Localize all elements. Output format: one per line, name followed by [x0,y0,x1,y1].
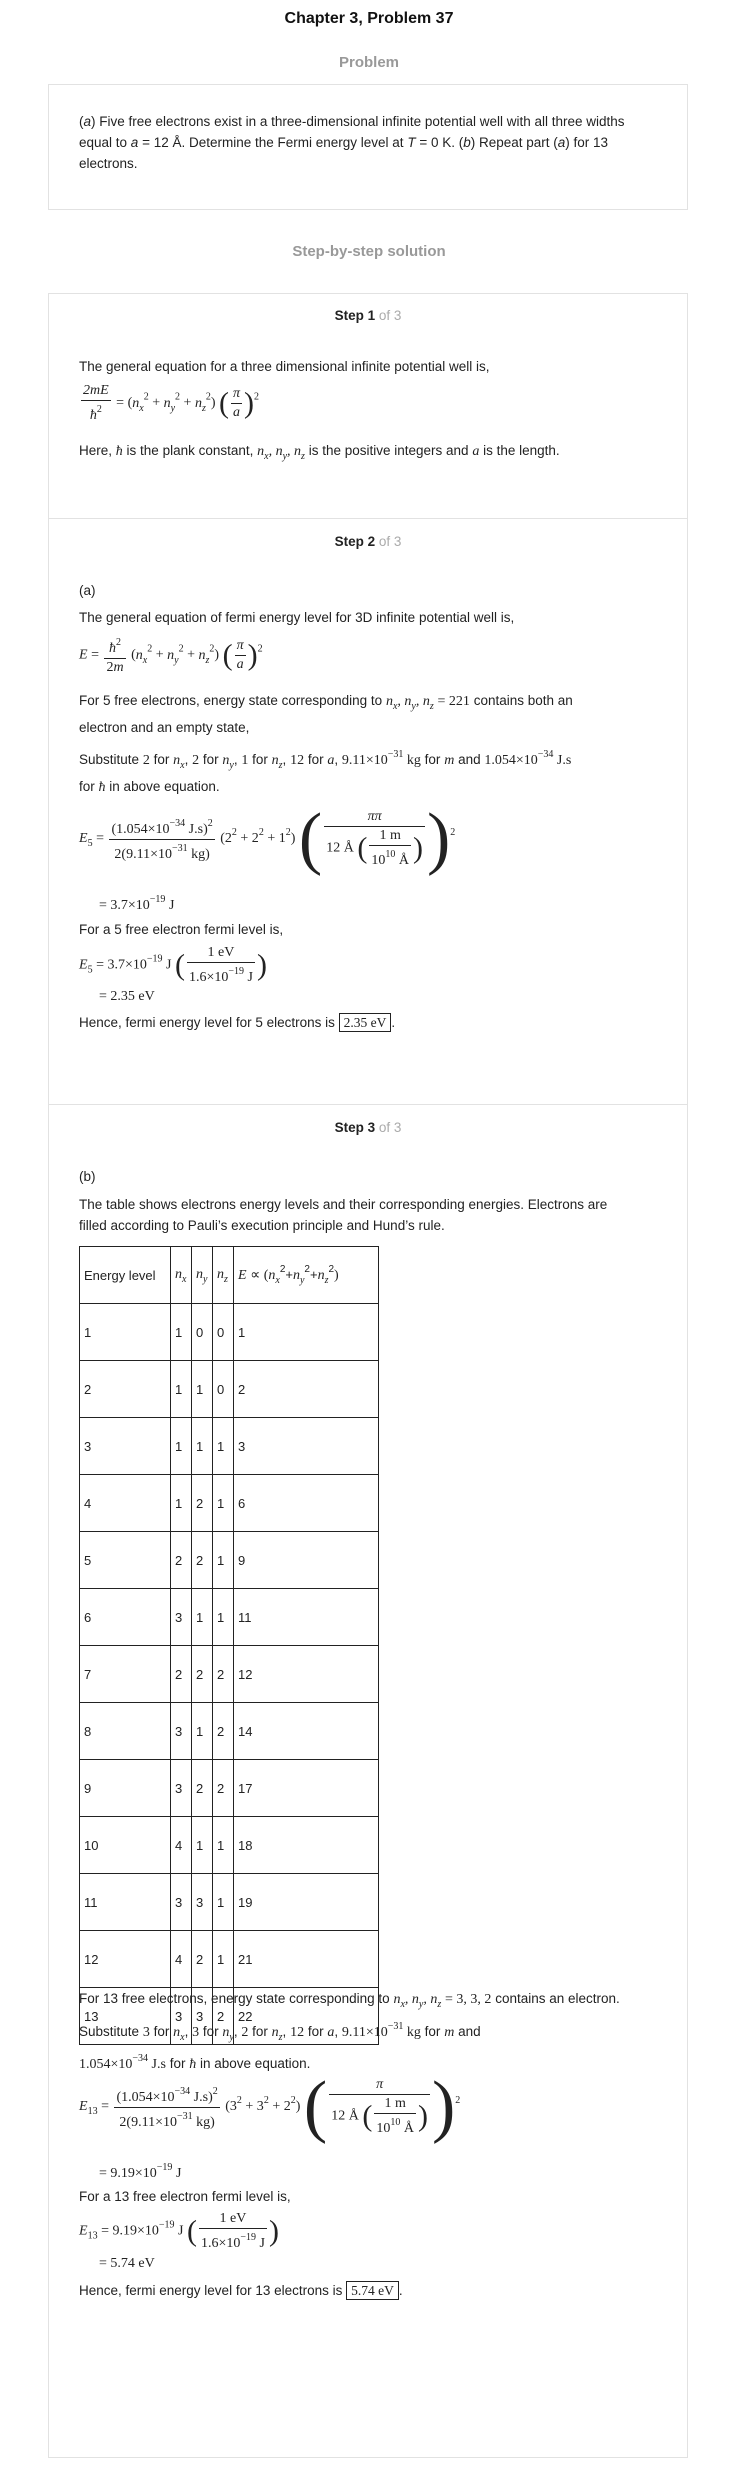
table-cell: 1 [171,1304,192,1361]
step2-substitution-equation: $E_5$ = $\frac{(1.054\times 10^{-34} J.s)^2}{2(9.11\times 10^{-31} kg)}$ $(2^2 + 2^2 + 1^2)$ ( ππ 12 Å ( $\frac{1 m}{10^{10} Å}$ ) )$^2$ [79,800,456,877]
step1-equation: $\frac{2mE}{ħ^2}$ = $(n_x^2 + n_y^2 + n_z^2)$ ( $\frac{\pi}{a}$ )$^2$ [83,383,260,423]
header-ny: $n_y$ [192,1247,213,1304]
step-2-heading: Step 2 of 3 [334,534,402,549]
table-cell: 1 [192,1361,213,1418]
table-row [80,1817,379,1874]
table-row [80,1475,379,1532]
page-title: Chapter 3, Problem 37 [284,10,454,27]
table-cell: 1 [171,1418,192,1475]
table-cell: 11 [234,1589,379,1646]
table-cell: 3 [192,1988,213,2045]
step2-energy-result: = $3.7\times 10^{-19}$ J [99,894,175,913]
step2-conversion-equation: $E_5 = 3.7\times 10^{-19}$ J ( $\frac{1 eV}{1.6\times 10^{-19} J}$ ) [79,945,267,985]
table-cell: 2 [171,1646,192,1703]
table-cell: 2 [192,1760,213,1817]
table-cell: 2 [80,1361,171,1418]
table-cell: 1 [192,1589,213,1646]
table-row [80,1304,379,1361]
table-cell: 1 [213,1532,234,1589]
table-cell: 1 [213,1589,234,1646]
table-cell: 2 [192,1931,213,1988]
step3-answer-line: Hence, fermi energy level for 13 electrons is 5.74 eV . [79,2283,403,2298]
header-nx: $n_x$ [171,1247,192,1304]
step-divider-1 [49,518,687,519]
step2-state-text: For 5 free electrons, energy state corresponding to $n_x$, $n_y$, $n_z = 221$ contains both an electron and an empty state, [79,693,573,735]
problem-card [48,84,688,210]
step2-fermi-intro: For a 5 free electron fermi level is, [79,922,284,937]
table-cell: 2 [213,1988,234,2045]
table-cell: 0 [213,1361,234,1418]
step3-substitution-equation: $E_{13}$ = $\frac{(1.054\times 10^{-34} J.s)^2}{2(9.11\times 10^{-31} kg)}$ $(3^2 + 3^2 + 2^2)$ ( π 12 Å ( $\frac{1 m}{10^{10} Å}$ ) )$^2$ [79,2068,461,2145]
table-cell: 3 [234,1418,379,1475]
table-cell: 0 [213,1304,234,1361]
table-row [80,1703,379,1760]
step1-here: Here, ħ is the plank constant, $n_x$, $n_y$, $n_z$ is the positive integers and a is the length. [79,443,560,462]
table-cell: 9 [80,1760,171,1817]
table-cell: 2 [234,1361,379,1418]
table-cell: 1 [234,1304,379,1361]
table-cell: 1 [192,1418,213,1475]
table-cell: 2 [192,1646,213,1703]
table-cell: 12 [80,1931,171,1988]
table-cell: 18 [234,1817,379,1874]
table-cell: 9 [234,1532,379,1589]
table-cell: 6 [80,1589,171,1646]
step2-answer-box: 2.35 eV [339,1013,392,1032]
table-cell: 4 [171,1931,192,1988]
table-cell: 1 [213,1931,234,1988]
step3-fermi-intro: For a 13 free electron fermi level is, [79,2189,291,2204]
table-cell: 19 [234,1874,379,1931]
table-cell: 1 [192,1703,213,1760]
step3-ev-result: = 5.74 eV [99,2256,155,2271]
header-energy-level: Energy level [80,1247,171,1304]
table-cell: 3 [192,1874,213,1931]
problem-text: (a) Five free electrons exist in a three-dimensional infinite potential well with all three widths equal to a = 12 Å. Determine the Fermi energy level at T = 0 K. (b) Repeat part (a) for 13 electrons. [79,114,625,171]
table-header-row [80,1247,379,1304]
table-cell: 1 [171,1475,192,1532]
table-cell: 1 [80,1304,171,1361]
table-row [80,1418,379,1475]
step3-energy-result: = $9.19\times 10^{-19}$ J [99,2162,182,2181]
table-cell: 21 [234,1931,379,1988]
table-cell: 8 [80,1703,171,1760]
energy-level-table [79,1246,379,2045]
table-row [80,1646,379,1703]
table-cell: 1 [192,1817,213,1874]
table-cell: 3 [80,1418,171,1475]
table-cell: 10 [80,1817,171,1874]
table-cell: 1 [213,1475,234,1532]
step2-intro: The general equation of fermi energy level for 3D infinite potential well is, [79,610,515,625]
table-cell: 2 [192,1532,213,1589]
step3-conversion-equation: $E_{13} = 9.19\times 10^{-19}$ J ( $\frac{1 eV}{1.6\times 10^{-19} J}$ ) [79,2211,279,2251]
table-cell: 12 [234,1646,379,1703]
step3-state-text: For 13 free electrons, energy state corresponding to $n_x$, $n_y$, $n_z = 3$, 3, 2 contains an electron. [79,1991,620,2010]
table-cell: 4 [80,1475,171,1532]
table-cell: 14 [234,1703,379,1760]
table-cell: 1 [171,1361,192,1418]
table-cell: 4 [171,1817,192,1874]
step3-substitute-text: Substitute 3 for $n_x$, 3 for $n_y$, 2 for $n_z$, 12 for a, $9.11\times 10^{-31}$ kg for m and $1.054\times 10^{-34}$ J.s for ħ in above equation. [79,2021,481,2072]
table-cell: 5 [80,1532,171,1589]
table-row [80,1874,379,1931]
table-cell: 2 [213,1760,234,1817]
table-cell: 2 [192,1475,213,1532]
step2-fermi-equation: E = $\frac{ħ^2}{2m}$ $(n_x^2 + n_y^2 + n_z^2)$ ( $\frac{\pi}{a}$ )$^2$ [79,637,263,675]
table-cell: 2 [213,1703,234,1760]
table-cell: 11 [80,1874,171,1931]
table-cell: 2 [171,1532,192,1589]
table-row [80,1532,379,1589]
table-cell: 3 [171,1874,192,1931]
table-row [80,1760,379,1817]
table-cell: 3 [171,1760,192,1817]
step2-ev-result: = 2.35 eV [99,989,155,1004]
solution-card [48,293,688,2458]
header-energy: $E \propto (n_x^2+n_y^2+n_z^2)$ [234,1247,379,1304]
table-cell: 2 [213,1646,234,1703]
table-cell: 3 [171,1988,192,2045]
table-cell: 13 [80,1988,171,2045]
table-row [80,1361,379,1418]
table-cell: 1 [213,1817,234,1874]
step-divider-2 [49,1104,687,1105]
table-cell: 1 [213,1874,234,1931]
table-row [80,1931,379,1988]
table-cell: 7 [80,1646,171,1703]
step2-substitute-text: Substitute 2 for $n_x$, 2 for $n_y$, 1 for $n_z$, 12 for a, $9.11\times 10^{-31}$ kg for m and $1.054\times 10^{-34}$ J.s for ħ in above equation. [79,749,572,795]
table-cell: 17 [234,1760,379,1817]
table-cell: 3 [171,1589,192,1646]
step3-intro: The table shows electrons energy levels and their corresponding energies. Electrons are filled according to Pauli’s execution principle and Hund’s rule. [79,1197,608,1233]
table-cell: 1 [213,1418,234,1475]
header-nz: $n_z$ [213,1247,234,1304]
table-cell: 6 [234,1475,379,1532]
step3-part-label: (b) [79,1169,96,1184]
step2-part-label: (a) [79,583,96,598]
step2-answer-line: Hence, fermi energy level for 5 electrons is 2.35 eV . [79,1015,396,1030]
table-cell: 22 [234,1988,379,2045]
solution-heading: Step-by-step solution [292,243,446,260]
step-1-heading: Step 1 of 3 [334,308,402,323]
step1-intro: The general equation for a three dimensional infinite potential well is, [79,359,490,374]
table-row [80,1589,379,1646]
table-cell: 0 [192,1304,213,1361]
step-3-heading: Step 3 of 3 [334,1120,402,1135]
step3-answer-box: 5.74 eV [346,2281,399,2300]
table-cell: 3 [171,1703,192,1760]
problem-heading: Problem [338,54,399,71]
